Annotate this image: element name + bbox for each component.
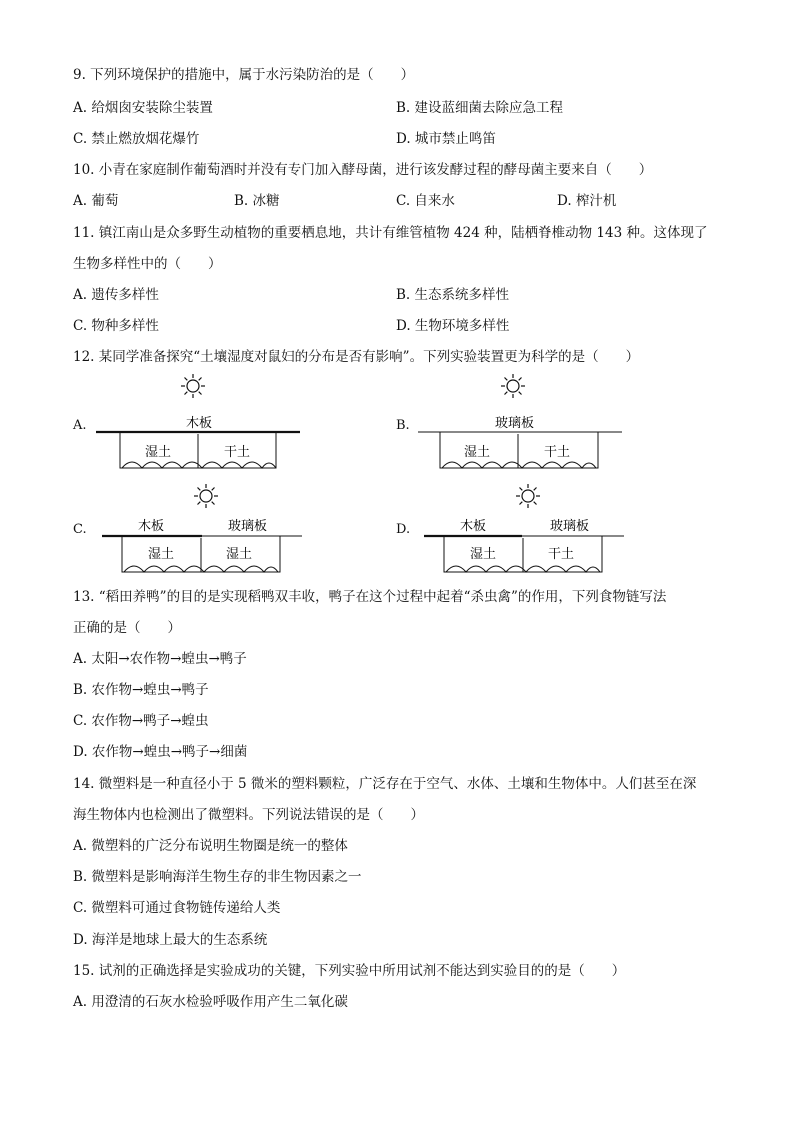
q13-option-b: B. 农作物→蝗虫→鸭子 (73, 682, 209, 698)
q12-stem: 12. 某同学准备探究“土壤湿度对鼠妇的分布是否有影响”。下列实验装置更为科学的是（ ） (73, 349, 640, 365)
sun-icon (181, 374, 205, 398)
q13-stem-line2: 正确的是（ ） (73, 620, 181, 636)
right-soil-label: 湿土 (226, 547, 253, 562)
cover-left-label: 木板 (138, 519, 165, 534)
q11-option-c: C. 物种多样性 (73, 318, 159, 334)
q13-option-d: D. 农作物→蝗虫→鸭子→细菌 (73, 744, 248, 760)
q9-option-d: D. 城市禁止鸣笛 (396, 131, 496, 147)
q10-option-c: C. 自来水 (396, 193, 455, 209)
q11-stem-line2: 生物多样性中的（ ） (73, 256, 222, 272)
q10-option-d: D. 榨汁机 (557, 193, 617, 209)
q15-option-a: A. 用澄清的石灰水检验呼吸作用产生二氧化碳 (73, 994, 348, 1010)
q14-stem-line1: 14. 微塑料是一种直径小于 5 微米的塑料颗粒，广泛存在于空气、水体、土壤和生物体中。人们甚至在深 (73, 776, 697, 792)
q10-stem: 10. 小青在家庭制作葡萄酒时并没有专门加入酵母菌，进行该发酵过程的酵母菌主要来自（ ） (73, 162, 653, 178)
left-soil-label: 湿土 (145, 445, 172, 460)
q12-label-d: D. (396, 522, 411, 537)
q9-option-c: C. 禁止燃放烟花爆竹 (73, 131, 200, 147)
cover-right-label: 玻璃板 (228, 519, 268, 534)
left-soil-label: 湿土 (148, 547, 175, 562)
q12-apparatus-b (412, 372, 632, 472)
q11-option-d: D. 生物环境多样性 (396, 318, 510, 334)
q12-apparatus-c (96, 480, 316, 580)
q14-option-b: B. 微塑料是影响海洋生物生存的非生物因素之一 (73, 869, 362, 885)
q9-stem: 9. 下列环境保护的措施中，属于水污染防治的是（ ） (73, 67, 415, 83)
right-soil-label: 干土 (548, 547, 575, 562)
left-soil-label: 湿土 (464, 445, 491, 460)
q12-label-a: A. (73, 418, 87, 433)
cover-left-label: 木板 (460, 519, 487, 534)
right-soil-label: 干土 (544, 445, 571, 460)
q14-option-c: C. 微塑料可通过食物链传递给人类 (73, 900, 281, 916)
q14-option-a: A. 微塑料的广泛分布说明生物圈是统一的整体 (73, 838, 348, 854)
q12-label-b: B. (396, 418, 410, 433)
q14-option-d: D. 海洋是地球上最大的生态系统 (73, 932, 268, 948)
left-soil-label: 湿土 (470, 547, 497, 562)
q9-option-b: B. 建设蓝细菌去除应急工程 (396, 100, 564, 116)
q14-stem-line2: 海生物体内也检测出了微塑料。下列说法错误的是（ ） (73, 807, 424, 823)
sun-icon (194, 484, 218, 508)
q12-label-c: C. (73, 522, 87, 537)
q10-option-a: A. 葡萄 (73, 193, 119, 209)
cover-label: 木板 (186, 416, 213, 431)
q9-option-a: A. 给烟囱安装除尘装置 (73, 100, 213, 116)
q13-option-c: C. 农作物→鸭子→蝗虫 (73, 713, 209, 729)
q15-stem: 15. 试剂的正确选择是实验成功的关键，下列实验中所用试剂不能达到实验目的的是（ ） (73, 963, 626, 979)
q10-option-b: B. 冰糖 (234, 193, 280, 209)
sun-icon (516, 484, 540, 508)
q11-stem-line1: 11. 镇江南山是众多野生动植物的重要栖息地，共计有维管植物 424 种，陆栖脊椎动物 143 种。这体现了 (73, 225, 708, 241)
soil-line (442, 462, 596, 468)
q11-option-a: A. 遗传多样性 (73, 287, 159, 303)
cover-label: 玻璃板 (495, 416, 535, 431)
sun-icon (501, 374, 525, 398)
soil-line (122, 462, 276, 468)
q12-apparatus-d (418, 480, 638, 580)
q12-apparatus-a (90, 372, 310, 472)
cover-right-label: 玻璃板 (550, 519, 590, 534)
q11-option-b: B. 生态系统多样性 (396, 287, 510, 303)
q13-stem-line1: 13. “稻田养鸭”的目的是实现稻鸭双丰收，鸭子在这个过程中起着“杀虫禽”的作用，下列食物链写法 (73, 589, 667, 605)
q13-option-a: A. 太阳→农作物→蝗虫→鸭子 (73, 651, 247, 667)
right-soil-label: 干土 (224, 445, 251, 460)
